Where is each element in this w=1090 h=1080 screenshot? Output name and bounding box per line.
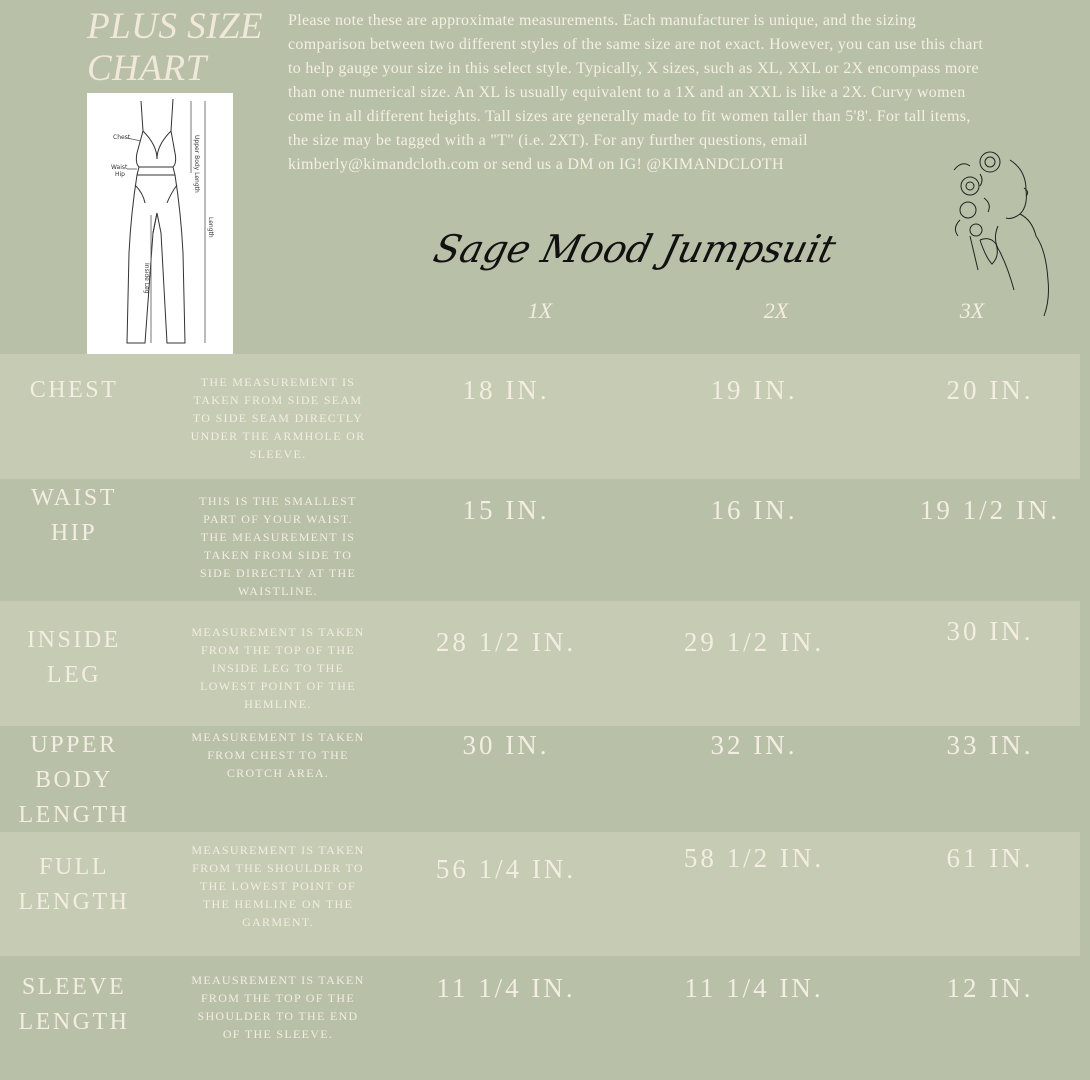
- row-label: INSIDE LEG: [27, 627, 121, 688]
- intro-paragraph: Please note these are approximate measurements. Each manufacturer is unique, and the sizing comparison between two different styles of the same size are not exact. However, you can use this chart to help gauge your size in this select style. Typically, X sizes, such as XL, XXL or 2X encompass more than one numerical size. An XL is usually equivalent to a 1X and an XXL is like a 2X. Curvy women come in all different heights. Tall sizes are generally made to fit women taller than 5'8'. For tall items, the size may be tagged with a "T" (i.e. 2XT). For any further questions, email kimberly@kimandcloth.com or send us a DM on IG! @KIMANDCLOTH: [288, 12, 984, 173]
- row-label: SLEEVE LENGTH: [18, 974, 130, 1035]
- value-1x: 30 IN.: [462, 730, 550, 760]
- table-row-upper-body-length: [0, 726, 1080, 832]
- diagram-label-length: Length: [207, 217, 214, 238]
- jumpsuit-sketch-icon: [87, 93, 233, 354]
- table-row-sleeve-length: [0, 956, 1080, 1080]
- page-title: PLUS SIZE CHART: [87, 6, 264, 89]
- row-label: WAIST HIP: [31, 485, 117, 546]
- value-3x: 61 IN.: [946, 843, 1034, 873]
- row-description: THIS IS THE SMALLEST PART OF YOUR WAIST. THE MEASUREMENT IS TAKEN FROM SIDE TO SIDE DIRECTLY AT THE WAISTLINE.: [199, 494, 357, 598]
- row-description: THE MEASUREMENT IS TAKEN FROM SIDE SEAM TO SIDE SEAM DIRECTLY UNDER THE ARMHOLE OR SLEEVE.: [190, 375, 366, 461]
- value-1x: 15 IN.: [462, 495, 550, 525]
- diagram-label-waist: Waist: [111, 164, 128, 171]
- value-3x: 12 IN.: [946, 973, 1034, 1003]
- value-3x: 30 IN.: [946, 616, 1034, 646]
- table-row-chest: [0, 354, 1080, 479]
- diagram-label-hip: Hip: [115, 171, 125, 178]
- value-2x: 19 IN.: [710, 375, 798, 405]
- row-label: FULL LENGTH: [18, 854, 130, 915]
- size-header-1x: 1X: [527, 298, 553, 323]
- jumpsuit-diagram: [87, 93, 233, 354]
- table-row-inside-leg: [0, 601, 1080, 726]
- value-2x: 58 1/2 IN.: [683, 843, 825, 873]
- product-title: [428, 212, 841, 284]
- value-2x: 29 1/2 IN.: [683, 627, 825, 657]
- size-header-2x: 2X: [763, 298, 789, 323]
- value-1x: 18 IN.: [462, 375, 550, 405]
- diagram-label-chest: Chest: [113, 134, 131, 141]
- table-row-waist-hip: [0, 479, 1080, 601]
- value-1x: 56 1/4 IN.: [435, 854, 577, 884]
- value-3x: 19 1/2 IN.: [919, 495, 1061, 525]
- row-label: CHEST: [29, 377, 119, 403]
- product-name: Sage Mood Jumpsuit: [429, 227, 841, 272]
- row-label: UPPER BODY LENGTH: [18, 732, 130, 828]
- row-description: MEASUREMENT IS TAKEN FROM THE TOP OF THE INSIDE LEG TO THE LOWEST POINT OF THE HEMLINE.: [191, 625, 365, 711]
- flower-woman-icon: [940, 140, 1058, 318]
- value-1x: 28 1/2 IN.: [435, 627, 577, 657]
- value-3x: 33 IN.: [946, 730, 1034, 760]
- value-2x: 32 IN.: [710, 730, 798, 760]
- value-2x: 16 IN.: [710, 495, 798, 525]
- row-description: MEAUSREMENT IS TAKEN FROM THE TOP OF THE SHOULDER TO THE END OF THE SLEEVE.: [191, 973, 365, 1041]
- diagram-label-inside-leg: Inside Leg: [143, 263, 150, 294]
- value-3x: 20 IN.: [946, 375, 1034, 405]
- row-description: MEASUREMENT IS TAKEN FROM THE SHOULDER TO THE LOWEST POINT OF THE HEMLINE ON THE GARMENT.: [191, 843, 365, 929]
- row-description: MEASUREMENT IS TAKEN FROM CHEST TO THE CROTCH AREA.: [191, 730, 365, 780]
- value-2x: 11 1/4 IN.: [684, 973, 824, 1003]
- size-header-3x: 3X: [959, 298, 985, 323]
- diagram-label-upper-body-length: Upper Body Length: [193, 135, 200, 193]
- value-1x: 11 1/4 IN.: [436, 973, 576, 1003]
- table-row-full-length: [0, 832, 1080, 956]
